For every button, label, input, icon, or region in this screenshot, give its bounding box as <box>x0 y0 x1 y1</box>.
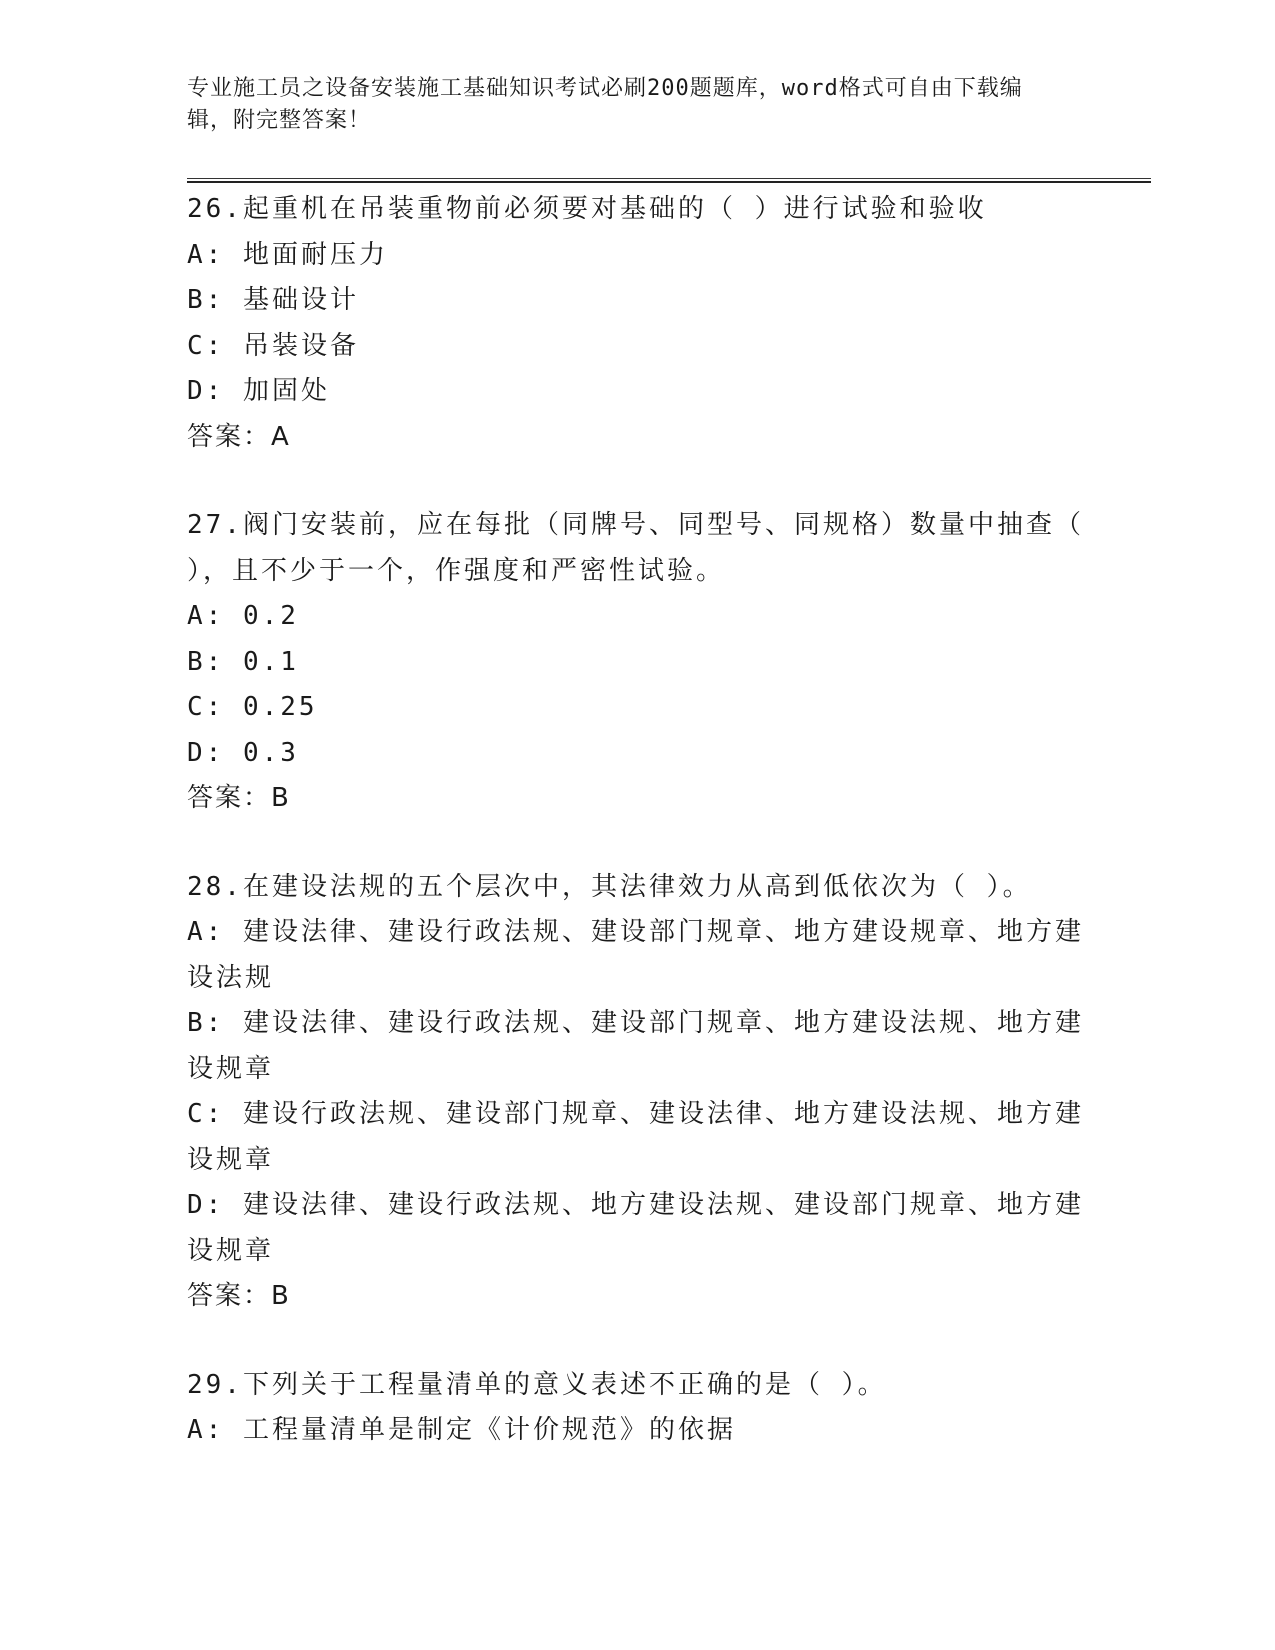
answer-key: 答案：B <box>187 783 291 813</box>
question-list <box>187 187 1087 1497</box>
option-b: B: 基础设计 <box>187 285 359 315</box>
question-stem: 27.阀门安装前，应在每批（同牌号、同型号、同规格）数量中抽查（ <box>187 510 1084 540</box>
question-stem-continued: ），且不少于一个，作强度和严密性试验。 <box>187 555 726 586</box>
question-stem: 26.起重机在吊装重物前必须要对基础的（ ）进行试验和验收 <box>187 194 987 224</box>
answer-key: 答案：B <box>187 1281 291 1311</box>
question-27 <box>187 503 1087 822</box>
option-d-continued: 设规章 <box>187 1235 275 1266</box>
option-d: D: 建设法律、建设行政法规、地方建设法规、建设部门规章、地方建 <box>187 1190 1084 1220</box>
header-divider-thin <box>187 178 1151 179</box>
option-c-continued: 设规章 <box>187 1144 275 1175</box>
option-a: A: 0.2 <box>187 601 299 631</box>
question-28 <box>187 865 1087 1320</box>
question-stem: 29.下列关于工程量清单的意义表述不正确的是（ ）。 <box>187 1369 887 1400</box>
option-b-continued: 设规章 <box>187 1053 275 1084</box>
option-c: C: 吊装设备 <box>187 330 359 361</box>
answer-key: 答案：A <box>187 421 291 452</box>
option-a: A: 建设法律、建设行政法规、建设部门规章、地方建设规章、地方建 <box>187 917 1084 947</box>
option-b: B: 建设法律、建设行政法规、建设部门规章、地方建设法规、地方建 <box>187 1008 1084 1038</box>
option-c: C: 建设行政法规、建设部门规章、建设法律、地方建设法规、地方建 <box>187 1099 1084 1129</box>
question-29 <box>187 1363 1087 1454</box>
option-c: C: 0.25 <box>187 692 318 722</box>
option-b: B: 0.1 <box>187 646 299 677</box>
option-a: A: 地面耐压力 <box>187 239 388 270</box>
question-26 <box>187 187 1087 460</box>
document-header: 专业施工员之设备安装施工基础知识考试必刷200题题库，word格式可自由下载编辑，附完整答案！ <box>187 76 1023 133</box>
option-d: D: 加固处 <box>187 376 330 406</box>
question-stem: 28.在建设法规的五个层次中，其法律效力从高到低依次为（ ）。 <box>187 871 1032 902</box>
option-a: A: 工程量清单是制定《计价规范》的依据 <box>187 1415 736 1445</box>
option-a-continued: 设法规 <box>187 962 275 993</box>
header-divider-thick <box>187 181 1151 183</box>
option-d: D: 0.3 <box>187 737 299 768</box>
